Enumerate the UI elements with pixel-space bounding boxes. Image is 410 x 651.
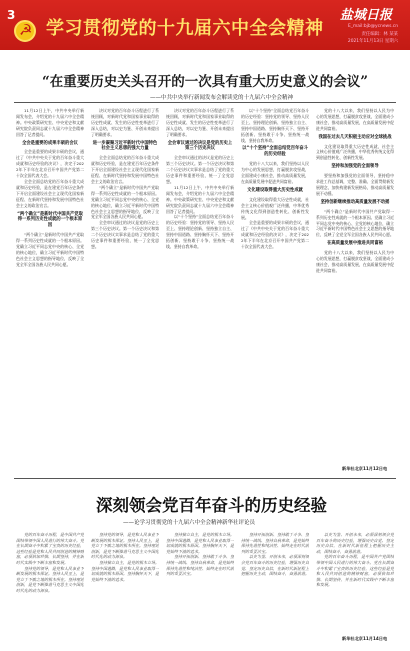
article2-headline: 深刻领会党百年奋斗的历史经验 xyxy=(96,496,327,515)
article1-paragraph: 以“十个坚持”全面总结党百年奋斗的历史经验：坚持党的领导、坚持人民至上、坚持理论创新、坚持独立自主、坚持中国道路、坚持胸怀天下、坚持开拓创新、坚持敢于斗争、坚持统一战线、坚持自我革命。 xyxy=(166,214,234,249)
article1-paragraph: 文化建设取得重大历史性成就，社会主义核心价值观广泛传播，中华优秀传统文化得到创造性转化、创新性发展。 xyxy=(316,143,394,161)
article2-column-1 xyxy=(16,532,84,640)
article1-paragraph: 要坚持和加强党的全面领导，坚持稳中求进工作总基调，完整、准确、全面贯彻新发展理念，加快构建新发展格局，推动高质量发展不动摇。 xyxy=(316,173,394,196)
article1-section-heading: 坚持和加强党的全面领导 xyxy=(331,164,379,170)
article2-signoff: 新华社北京11月14日电 xyxy=(342,636,388,641)
article1-column-2 xyxy=(91,108,159,468)
article1-paragraph: 全会是重要的成果丰硕的会议，通过了《中共中央关于党的百年奋斗重大成就和历史经验的决议》，决定于2022年下半年在北京召开中国共产党第二十次全国代表大会。 xyxy=(16,149,84,179)
article1-paragraph: 决议对党的百年奋斗历程进行了系统回顾，对新时代党和国家事业取得的历史性成就、发生的历史性变革进行了深入总结，对以史为鉴、开创未来提出了明确要求。 xyxy=(91,108,159,137)
banner-title: 学习贯彻党的十九届六中全会精神 xyxy=(46,18,324,39)
article1-paragraph: 全会审议通过的决议是党的历史上第三个历史决议。第一个历史决议和第二个历史决议实事求是总结了党的重大历史事件和重要经验，统一了全党思想。 xyxy=(166,155,234,184)
article1-section-heading: 进一步凝聚习近平新时代中国特色社会主义思想的强大力量 xyxy=(92,140,158,152)
article1-headline: “在重要历史关头召开的一次具有重大历史意义的会议” xyxy=(41,74,369,90)
article1-column-3 xyxy=(166,108,234,468)
article1-paragraph: 以“十个坚持”全面总结党百年奋斗的历史经验：坚持党的领导、坚持人民至上、坚持理论创新、坚持独立自主、坚持中国道路、坚持胸怀天下、坚持开拓创新、坚持敢于斗争、坚持统一战线、坚持自我革命。 xyxy=(241,108,309,143)
article1-paragraph: 全会全面总结党的百年奋斗重大成就和历史经验，是在建党百年历史条件下开启全面建设社会主义现代化国家新征程、在新时代坚持和发展中国特色社会主义的政治宣言。 xyxy=(16,178,84,208)
article1-paragraph: 决议对党的百年奋斗历程进行了系统回顾，对新时代党和国家事业取得的历史性成就、发生的历史性变革进行了深入总结，对以史为鉴、开创未来提出了明确要求。 xyxy=(166,108,234,137)
article1-column-1 xyxy=(16,108,84,468)
header-date: 2021年11月13日 星期六 xyxy=(347,39,398,44)
article1-section-heading: 在高质量发展中推进共同富裕 xyxy=(327,241,383,247)
page-number: 3 xyxy=(7,8,16,22)
article1-section-heading: 文化建设取得重大历史性成就 xyxy=(247,187,303,193)
article1-paragraph: 全会是重要的成果丰硕的会议，通过了《中共中央关于党的百年奋斗重大成就和历史经验的决议》，决定于2022年下半年在北京召开中国共产党第二十次全国代表大会。 xyxy=(241,220,309,250)
article2-paragraph: 以史为鉴、开创未来，必须深刻领会党百年奋斗的历史经验，增强历史自觉、坚定历史自信，在新时代新征程上把握历史主动，团结奋斗，奋勇前进。 xyxy=(316,532,394,554)
article2-column-4 xyxy=(241,532,309,640)
article1-paragraph: “两个确立”是新时代中国共产党取得一系列历史性成就的一个根本原因。党确立习近平同志党中央的核心、全党的核心地位，确立习近平新时代中国特色社会主义思想的指导地位，反映了全党全军全国各族人民共同心愿。 xyxy=(316,208,394,238)
article1-top-rule xyxy=(14,102,396,103)
article1-paragraph: 全会全面总结党的百年奋斗重大成就和历史经验，是在建党百年历史条件下开启全面建设社会主义现代化国家新征程、在新时代坚持和发展中国特色社会主义的政治宣言。 xyxy=(91,155,159,184)
article1-section-heading: 全会是重要的成果丰硕的会议 xyxy=(22,140,78,146)
article1-subhead: ——中共中央举行新闻发布会解读党的十九届六中全会精神 xyxy=(150,95,294,101)
article1-section-heading: 坚持创新继续推动高质量发展不动摇 xyxy=(320,199,390,205)
article2-paragraph: 坚持独立自主，是党的根本立场。坚持中国道路，是党和人民事业取得一切成就的根本原因。坚持胸怀天下，是党始终不渝的追求。 xyxy=(91,559,159,582)
article2-column-2 xyxy=(91,532,159,640)
header-editor: 责任编辑：林 某某 xyxy=(361,32,398,37)
article2-subhead: ——论学习贯彻党的十九届六中全会精神新华社评论员 xyxy=(123,520,256,526)
article2-column-3 xyxy=(166,532,234,640)
article1-section-heading: 全会审议通过的决议是党的历史上第三个历史决议 xyxy=(167,140,233,152)
header-email: E_mail:bjb@ycnews.cn xyxy=(347,24,398,29)
article1-paragraph: 11月12日上午，中共中央举行新闻发布会，介绍党的十九届六中全会精神。中央政策研究室、中央党史和文献研究院负责同志就十九届六中全会精神回答了记者提问。 xyxy=(16,108,84,137)
paper-brand: 盐城日报 xyxy=(339,8,392,23)
party-emblem-icon xyxy=(14,20,36,42)
section-divider xyxy=(14,478,396,479)
article2-paragraph: 党的百年奋斗历程，是中国共产党团结带领中国人民进行的伟大奋斗。党在长期奋斗中积累了宝贵的历史经验，这些经验是党和人民共同创造的精神财富，必须倍加珍惜、长期坚持，并在新时代实践中不断丰富和发展。 xyxy=(16,532,84,565)
article2-paragraph: 坚持开拓创新、坚持敢于斗争、坚持统一战线、坚持自我革命，是党始终保持先进性和纯洁性、始终走在时代前列的重要法宝。 xyxy=(241,532,309,554)
article2-paragraph: 坚持党的领导，是党和人民事业不断发展的根本保证。坚持人民至上，是党立于不败之地的根本所在。坚持理论创新，是党不断推进马克思主义中国化时代化的动力源泉。 xyxy=(91,532,159,560)
article1-signoff: 新华社北京11月12日电 xyxy=(342,466,388,471)
article1-paragraph: 文化建设取得重大历史性成就，社会主义核心价值观广泛传播，中华优秀传统文化得到创造性转化、创新性发展。 xyxy=(241,196,309,220)
article2-paragraph: 坚持党的领导，是党和人民事业不断发展的根本保证。坚持人民至上，是党立于不败之地的根本所在。坚持理论创新，是党不断推进马克思主义中国化时代化的动力源泉。 xyxy=(16,565,84,593)
article1-section-heading: 我国在过去几天积极主动应对全球挑战 xyxy=(318,134,392,140)
article1-paragraph: 11月12日上午，中共中央举行新闻发布会，介绍党的十九届六中全会精神。中央政策研究室、中央党史和文献研究院负责同志就十九届六中全会精神回答了记者提问。 xyxy=(166,184,234,214)
article1-section-heading: 以“十个坚持”全面总结党百年奋斗的历史经验 xyxy=(242,146,308,158)
article1-paragraph: “两个确立”是新时代中国共产党取得一系列历史性成就的一个根本原因。党确立习近平同志党中央的核心、全党的核心地位，确立习近平新时代中国特色社会主义思想的指导地位，反映了全党全军全国各族人民共同心愿。 xyxy=(91,184,159,220)
article2-column-5 xyxy=(316,532,394,632)
article2-paragraph: 党的百年奋斗历程，是中国共产党团结带领中国人民进行的伟大奋斗。党在长期奋斗中积累了宝贵的历史经验，这些经验是党和人民共同创造的精神财富，必须倍加珍惜、长期坚持，并在新时代实践中不断丰富和发展。 xyxy=(316,554,394,588)
article2-paragraph: 坚持独立自主，是党的根本立场。坚持中国道路，是党和人民事业取得一切成就的根本原因。坚持胸怀天下，是党始终不渝的追求。 xyxy=(166,532,234,554)
article2-paragraph: 坚持开拓创新、坚持敢于斗争、坚持统一战线、坚持自我革命，是党始终保持先进性和纯洁性、始终走在时代前列的重要法宝。 xyxy=(166,554,234,577)
article1-column-5 xyxy=(316,108,394,468)
article1-section-heading: “两个确立”是新时代中国共产党取得一系列历史性成就的一个根本原因 xyxy=(17,211,83,229)
article2-paragraph: 以史为鉴、开创未来，必须深刻领会党百年奋斗的历史经验，增强历史自觉、坚定历史自信，在新时代新征程上把握历史主动，团结奋斗，奋勇前进。 xyxy=(241,554,309,577)
article1-paragraph: 全会审议通过的决议是党的历史上第三个历史决议。第一个历史决议和第二个历史决议实事求是总结了党的重大历史事件和重要经验，统一了全党思想。 xyxy=(91,220,159,249)
article1-column-4 xyxy=(241,108,309,468)
article1-paragraph: 党的十八大以来，我们坚持以人民为中心的发展思想，打赢脱贫攻坚战，全面建成小康社会，推动高质量发展，在高质量发展中促进共同富裕。 xyxy=(241,161,309,184)
article1-paragraph: 党的十八大以来，我们坚持以人民为中心的发展思想，打赢脱贫攻坚战，全面建成小康社会，推动高质量发展，在高质量发展中促进共同富裕。 xyxy=(316,250,394,273)
article1-paragraph: 党的十八大以来，我们坚持以人民为中心的发展思想，打赢脱贫攻坚战，全面建成小康社会，推动高质量发展，在高质量发展中促进共同富裕。 xyxy=(316,108,394,131)
article1-paragraph: “两个确立”是新时代中国共产党取得一系列历史性成就的一个根本原因。党确立习近平同志党中央的核心、全党的核心地位，确立习近平新时代中国特色社会主义思想的指导地位，反映了全党全军全国各族人民共同心愿。 xyxy=(16,232,84,267)
